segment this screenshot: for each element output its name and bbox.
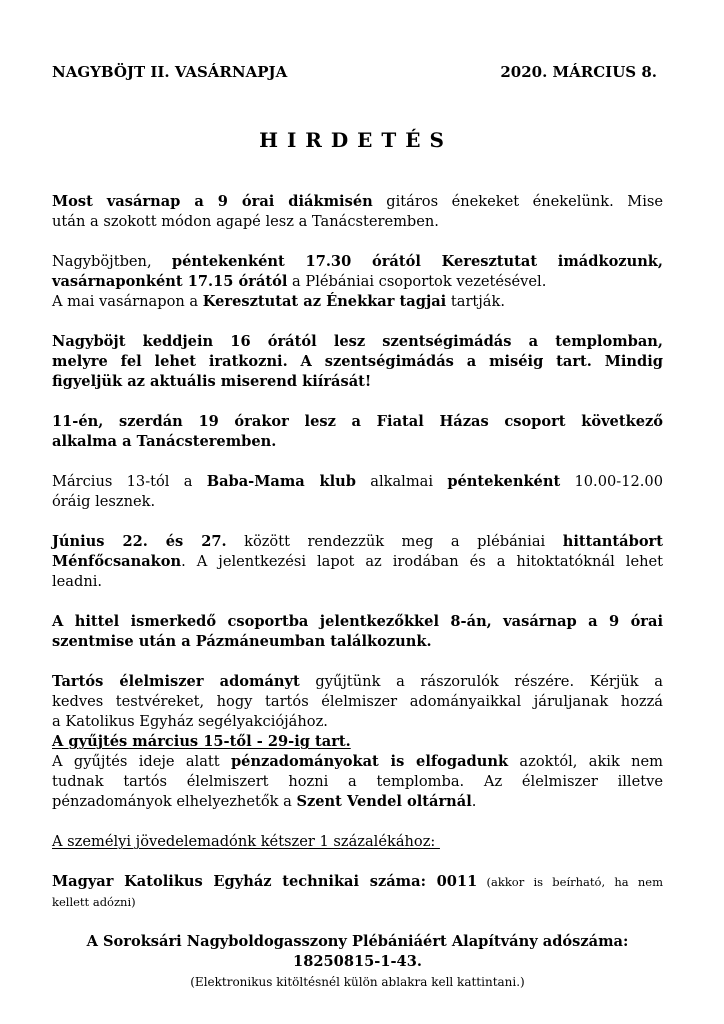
notice-text: tudnak tartós élelmiszert hozni a templomba. Az élelmiszer illetve <box>52 773 663 790</box>
sunday-title: NAGYBÖJT II. VASÁRNAPJA <box>52 63 288 81</box>
notice-emphasis: Baba-Mama klub <box>206 473 356 490</box>
notice-line <box>52 532 663 552</box>
notice-text: alkalmai <box>355 473 448 490</box>
notice-line <box>52 212 663 232</box>
church-tax-code <box>52 872 663 912</box>
church-tax-code-note: kellett adózni) <box>52 895 136 909</box>
notice-emphasis: Szent Vendel oltárnál <box>296 793 472 810</box>
notice-text: . A jelentkezési lapot az irodában és a hitoktatóknál lehet <box>181 553 663 570</box>
tax-intro <box>52 832 663 852</box>
notice-line <box>52 552 663 572</box>
notice-line <box>52 612 663 632</box>
notice-food-donation <box>52 672 663 812</box>
foundation-note: (Elektronikus kitöltésnél külön ablakra kell kattintani.) <box>190 975 525 989</box>
notice-text: után a szokott módon agapé lesz a Tanácsteremben. <box>52 213 439 230</box>
notice-line <box>52 472 663 492</box>
page-header <box>52 62 657 82</box>
notice-emphasis: alkalma a Tanácsteremben. <box>52 433 277 450</box>
foundation-tax-number: 18250815-1-43. <box>293 953 422 970</box>
notice-text: azoktól, akik nem <box>508 753 663 770</box>
notice-line <box>52 672 663 692</box>
notice-stations-of-the-cross <box>52 252 663 312</box>
notice-emphasis: Június 22. és 27. <box>52 533 227 550</box>
notice-emphasis: szentmise után a Pázmáneumban találkozunk. <box>52 633 432 650</box>
notice-emphasis: Tartós élelmiszer adományt <box>52 673 300 690</box>
church-tax-code-label: Magyar Katolikus Egyház technikai száma: <box>52 873 437 890</box>
notice-text: tartják. <box>446 293 505 310</box>
notice-emphasis: péntekenként <box>447 473 561 490</box>
notice-line <box>52 432 663 452</box>
date-label: 2020. MÁRCIUS 8. <box>500 63 657 81</box>
notice-emphasis: A gyűjtés március 15-től - 29-ig tart. <box>52 733 351 750</box>
notice-emphasis: vasárnaponként 17.15 órától <box>52 273 288 290</box>
notice-youth-mass <box>52 192 663 232</box>
notice-line <box>52 632 663 652</box>
notice-text: . <box>471 793 477 810</box>
notice-text: A mai vasárnapon a <box>52 293 203 310</box>
notice-text: óráig lesznek. <box>52 493 156 510</box>
notice-line <box>52 492 663 512</box>
church-tax-code-line <box>52 872 663 892</box>
notice-text: Március 13-tól a <box>52 473 207 490</box>
notice-emphasis: hittantábort <box>562 533 663 550</box>
church-tax-code-line <box>52 892 663 912</box>
notice-text: gyűjtünk a rászorulók részére. Kérjük a <box>299 673 663 690</box>
notice-emphasis: melyre fel lehet iratkozni. A szentségimádás a miséig tart. Mindig <box>52 353 663 370</box>
notice-line <box>52 412 663 432</box>
notice-line <box>52 752 663 772</box>
notice-text: a Plébániai csoportok vezetésével. <box>287 273 547 290</box>
notice-text: leadni. <box>52 573 103 590</box>
notice-line <box>52 372 663 392</box>
announcement-body <box>52 192 663 1012</box>
notice-emphasis: Most vasárnap a 9 órai diákmisén <box>52 193 373 210</box>
notice-emphasis: Keresztutat az Énekkar tagjai <box>202 293 447 310</box>
notice-line <box>52 692 663 712</box>
church-tax-code-note: (akkor is beírható, ha nem <box>477 875 663 889</box>
notice-baba-mama-club <box>52 472 663 512</box>
notice-line <box>52 332 663 352</box>
notice-line <box>52 292 663 312</box>
notice-line <box>52 192 663 212</box>
notice-adoration <box>52 332 663 392</box>
tax-intro-text: A személyi jövedelemadónk kétszer 1 százalékához: <box>52 833 440 850</box>
notice-summer-camp <box>52 532 663 592</box>
notice-emphasis: A hittel ismerkedő csoportba jelentkezőkkel 8-án, vasárnap a 9 órai <box>52 613 663 630</box>
notice-emphasis: figyeljük az aktuális miserend kiírását! <box>52 373 372 390</box>
notice-emphasis: péntekenként 17.30 órától Keresztutat imádkozunk, <box>171 253 663 270</box>
notice-line <box>52 272 663 292</box>
foundation-tax-id <box>52 932 663 992</box>
notice-text: között rendezzük meg a plébániai <box>226 533 563 550</box>
notice-text: A gyűjtés ideje alatt <box>52 753 231 770</box>
notice-emphasis: pénzadományokat is elfogadunk <box>230 753 509 770</box>
notice-line <box>52 712 663 732</box>
notice-line <box>52 792 663 812</box>
notice-line <box>52 352 663 372</box>
notice-line <box>52 772 663 792</box>
notice-line <box>52 572 663 592</box>
notice-young-couples <box>52 412 663 452</box>
notice-emphasis: Ménfőcsanakon <box>52 553 182 570</box>
church-tax-code-number: 0011 <box>436 873 478 890</box>
notice-line <box>52 252 663 272</box>
notice-text: 10.00-12.00 <box>560 473 663 490</box>
foundation-label: A Soroksári Nagyboldogasszony Plébániáért Alapítvány adószáma: <box>86 933 629 950</box>
notice-text: a Katolikus Egyház segélyakciójához. <box>52 713 328 730</box>
notice-emphasis: 11-én, szerdán 19 órakor lesz a Fiatal Házas csoport következő <box>52 413 663 430</box>
notice-text: Nagyböjtben, <box>52 253 172 270</box>
notice-text: gitáros énekeket énekelünk. Mise <box>372 193 663 210</box>
notice-faith-group <box>52 612 663 652</box>
notice-emphasis: Nagyböjt keddjein 16 órától lesz szentségimádás a templomban, <box>52 333 663 350</box>
tax-intro-line <box>52 832 663 852</box>
collection-period <box>52 732 663 752</box>
notice-text: kedves testvéreket, hogy tartós élelmiszer adományaikkal járuljanak hozzá <box>52 693 663 710</box>
notice-text: pénzadományok elhelyezhetők a <box>52 793 297 810</box>
page-title: H I R D E T É S <box>259 128 445 152</box>
